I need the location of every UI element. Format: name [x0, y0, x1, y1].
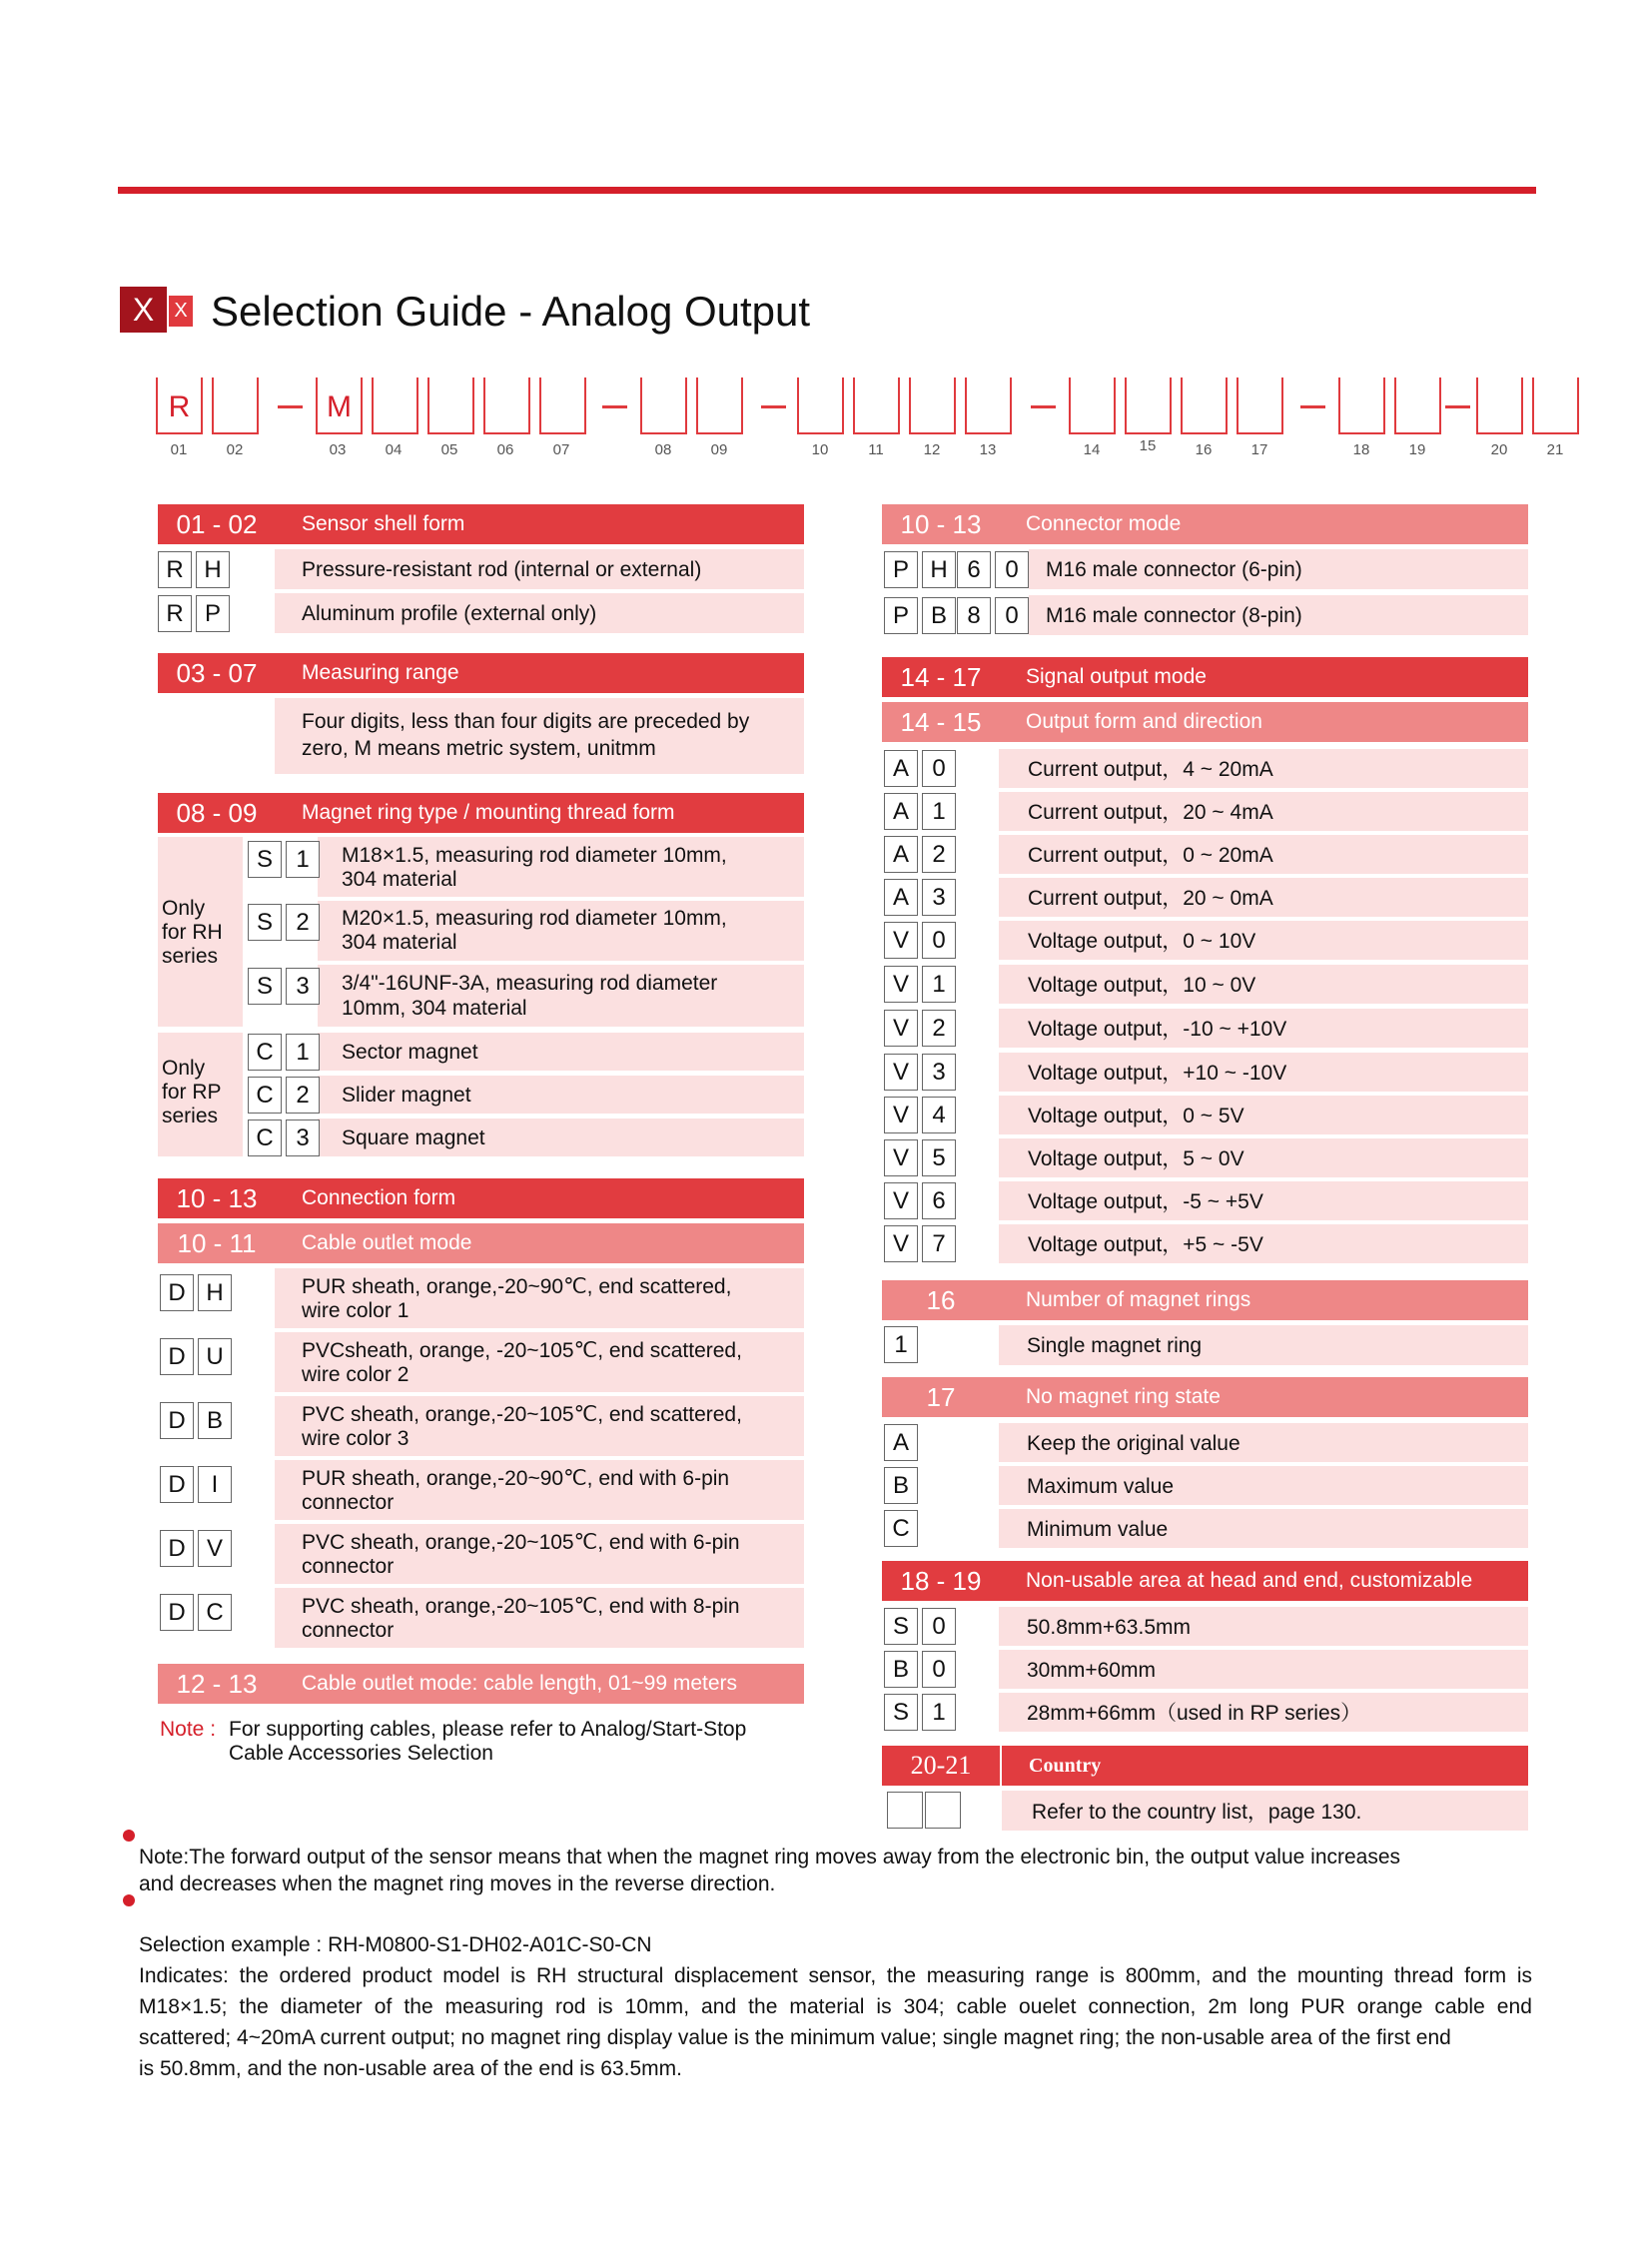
code-char-box: 2 [286, 904, 320, 941]
code-char-box: S [884, 1694, 918, 1731]
code-char-box: V [884, 1010, 918, 1047]
code-char-box: 3 [286, 1120, 320, 1156]
table-row: Square magnet [318, 1119, 804, 1156]
code-box-17 [1237, 377, 1283, 434]
code-char-box: S [248, 904, 282, 941]
code-char-box: 1 [922, 1694, 956, 1731]
table-row: PVC sheath, orange,-20~105℃, end with 8-pin connector [275, 1588, 804, 1648]
code-char-box: 1 [286, 1034, 320, 1071]
code-position-label: 12 [923, 441, 941, 458]
table-row: Voltage output，5 ~ 0V [999, 1138, 1528, 1177]
section-header: Sensor shell form [275, 504, 804, 544]
code-char-box: V [884, 1139, 918, 1176]
code-char-box: B [922, 597, 956, 634]
table-row: Voltage output，+5 ~ -5V [999, 1224, 1528, 1263]
code-position-label: 20 [1490, 441, 1508, 458]
rh-series-label: Only for RH series [162, 897, 223, 968]
code-box-07 [539, 377, 586, 434]
code-char-box: S [884, 1608, 918, 1645]
code-dash [278, 405, 303, 408]
bullet-dot [123, 1894, 135, 1906]
code-char-box: 6 [922, 1182, 956, 1219]
table-row: M18×1.5, measuring rod diameter 10mm, 304 material [318, 837, 804, 897]
code-char-box: H [922, 551, 956, 588]
code-box-18 [1338, 377, 1385, 434]
code-char-box: 0 [922, 750, 956, 787]
code-char-box: 7 [922, 1225, 956, 1262]
table-row: 3/4"-16UNF-3A, measuring rod diameter 10mm, 304 material [318, 965, 804, 1027]
code-box-05 [427, 377, 474, 434]
code-char-box: 2 [286, 1077, 320, 1114]
code-box-02 [212, 377, 259, 434]
table-row: Keep the original value [999, 1423, 1528, 1462]
code-box-10 [797, 377, 844, 434]
section-header: Magnet ring type / mounting thread form [275, 793, 804, 833]
code-char-box: B [198, 1402, 232, 1439]
code-box-08 [640, 377, 687, 434]
code-char-box: D [160, 1338, 194, 1375]
code-char-box: H [196, 551, 230, 588]
code-char-box: C [248, 1120, 282, 1156]
code-position-label: 02 [226, 441, 244, 458]
code-char-box: P [884, 597, 918, 634]
table-row: Refer to the country list，page 130. [1002, 1791, 1528, 1831]
table-row: Current output，20 ~ 0mA [999, 878, 1528, 917]
section-number: 10 - 13 [158, 1178, 276, 1218]
section-number: 08 - 09 [158, 793, 276, 833]
code-char-box: D [160, 1274, 194, 1311]
table-row: PVCsheath, orange, -20~105℃, end scattered, wire color 2 [275, 1332, 804, 1392]
code-char-box: C [248, 1034, 282, 1071]
code-char-box: V [884, 1225, 918, 1262]
table-row: Sector magnet [318, 1033, 804, 1071]
section-number: 14 - 17 [882, 657, 1000, 697]
code-char-box: V [884, 1097, 918, 1133]
code-char-box: 0 [922, 1651, 956, 1688]
code-char-box: C [884, 1510, 918, 1547]
code-box-14 [1069, 377, 1116, 434]
section-number: 10 - 13 [882, 504, 1000, 544]
section-number: 14 - 15 [882, 702, 1000, 742]
note-label: Note : [160, 1718, 217, 1741]
code-position-label: 16 [1195, 441, 1213, 458]
table-row: Minimum value [999, 1509, 1528, 1548]
table-row: PUR sheath, orange,-20~90℃, end scattered, wire color 1 [275, 1268, 804, 1328]
page-title: Selection Guide - Analog Output [211, 288, 811, 335]
table-row: Current output，0 ~ 20mA [999, 835, 1528, 874]
code-char-box: 3 [922, 1054, 956, 1091]
code-position-label: 15 [1139, 437, 1157, 454]
table-row: M16 male connector (8-pin) [1029, 595, 1528, 635]
section-number: 16 [882, 1280, 1000, 1320]
code-char-box: 0 [995, 551, 1029, 588]
code-char-box: 5 [922, 1139, 956, 1176]
code-position-label: 07 [552, 441, 570, 458]
table-row: Voltage output，-10 ~ +10V [999, 1009, 1528, 1048]
code-char-box: V [884, 1054, 918, 1091]
section-header: Cable outlet mode [275, 1223, 804, 1263]
code-char-box [925, 1792, 961, 1829]
code-box-15 [1125, 377, 1172, 434]
code-char-box: P [884, 551, 918, 588]
code-box-11 [853, 377, 900, 434]
logo-small-letter: X [169, 296, 193, 327]
table-row: PUR sheath, orange,-20~90℃, end with 6-pin connector [275, 1460, 804, 1520]
code-char-box: D [160, 1466, 194, 1503]
table-row: 50.8mm+63.5mm [999, 1607, 1528, 1646]
code-box-01: R [156, 377, 203, 434]
section-number: 12 - 13 [158, 1664, 276, 1704]
code-position-label: 03 [329, 441, 347, 458]
code-position-label: 05 [440, 441, 458, 458]
code-char-box: 0 [995, 597, 1029, 634]
section-header: Connector mode [999, 504, 1528, 544]
code-box-19 [1394, 377, 1441, 434]
code-position-label: 06 [496, 441, 514, 458]
code-dash [1300, 405, 1325, 408]
cable-note-line: For supporting cables, please refer to Analog/Start-Stop [229, 1718, 747, 1741]
forward-output-note: Note:The forward output of the sensor means that when the magnet ring moves away from the electronic bin, the output value increases and decreases when the magnet ring moves in the reverse direction. [139, 1846, 1401, 1895]
code-char-box: 1 [922, 793, 956, 830]
code-dash [602, 405, 627, 408]
section-header: Output form and direction [999, 702, 1528, 742]
code-box-03: M [316, 377, 363, 434]
cable-note-line: Cable Accessories Selection [229, 1742, 493, 1765]
code-char-box: V [198, 1530, 232, 1567]
section-number: 18 - 19 [882, 1561, 1000, 1601]
code-position-label: 09 [710, 441, 728, 458]
section-header: Connection form [275, 1178, 804, 1218]
section-header: Signal output mode [999, 657, 1528, 697]
code-char-box: B [884, 1651, 918, 1688]
code-char-box: 3 [286, 968, 320, 1005]
code-char-box: R [158, 551, 192, 588]
section-header: Number of magnet rings [999, 1280, 1528, 1320]
code-char-box: A [884, 836, 918, 873]
rp-series-label: Only for RP series [162, 1057, 222, 1127]
table-row: Maximum value [999, 1466, 1528, 1505]
table-row: PVC sheath, orange,-20~105℃, end scattered, wire color 3 [275, 1396, 804, 1456]
code-dash [1445, 405, 1470, 408]
section-header: Measuring range [275, 653, 804, 693]
table-row: 30mm+60mm [999, 1650, 1528, 1689]
code-char-box: 4 [922, 1097, 956, 1133]
code-char-box: 1 [286, 841, 320, 878]
section-number: 17 [882, 1377, 1000, 1417]
code-char-box: S [248, 968, 282, 1005]
table-row: Voltage output，+10 ~ -10V [999, 1053, 1528, 1092]
code-char-box: 8 [957, 597, 991, 634]
code-position-label: 04 [385, 441, 403, 458]
code-char-box: V [884, 966, 918, 1003]
code-char-box: V [884, 922, 918, 959]
code-char-box: 6 [957, 551, 991, 588]
code-char-box: 2 [922, 1010, 956, 1047]
code-char-box: 3 [922, 879, 956, 916]
table-row: Aluminum profile (external only) [275, 593, 804, 633]
code-char-box: 0 [922, 1608, 956, 1645]
code-char-box: V [884, 1182, 918, 1219]
code-position-label: 13 [979, 441, 997, 458]
code-box-06 [483, 377, 530, 434]
code-char-box: R [158, 595, 192, 632]
code-char-box: A [884, 750, 918, 787]
code-box-21 [1532, 377, 1579, 434]
code-box-13 [965, 377, 1012, 434]
section-number: 10 - 11 [158, 1223, 276, 1263]
table-row: Voltage output，0 ~ 10V [999, 921, 1528, 960]
table-row: Single magnet ring [999, 1325, 1528, 1365]
table-row: 28mm+66mm（used in RP series） [999, 1693, 1528, 1732]
code-box-12 [909, 377, 956, 434]
code-char-box: A [884, 879, 918, 916]
code-char-box: U [198, 1338, 232, 1375]
code-position-label: 11 [868, 441, 884, 458]
code-char-box: B [884, 1467, 918, 1504]
code-box-16 [1181, 377, 1228, 434]
section-number: 20-21 [882, 1746, 1000, 1786]
code-char-box: S [248, 841, 282, 878]
code-char-box: D [160, 1530, 194, 1567]
table-row: Voltage output，0 ~ 5V [999, 1096, 1528, 1134]
table-row: Voltage output，10 ~ 0V [999, 965, 1528, 1004]
code-box-04 [372, 377, 418, 434]
logo-big-letter: X [120, 287, 167, 333]
table-row: M20×1.5, measuring rod diameter 10mm, 304 material [318, 901, 804, 961]
code-box-20 [1476, 377, 1523, 434]
code-position-label: 01 [170, 441, 188, 458]
code-char-box: 2 [922, 836, 956, 873]
table-row: PVC sheath, orange,-20~105℃, end with 6-pin connector [275, 1524, 804, 1584]
code-char-box: A [884, 1424, 918, 1461]
code-position-label: 19 [1408, 441, 1426, 458]
table-row: Pressure-resistant rod (internal or external) [275, 549, 804, 589]
code-char-box: D [160, 1594, 194, 1631]
code-position-label: 14 [1083, 441, 1101, 458]
code-dash [761, 405, 786, 408]
table-row: Voltage output，-5 ~ +5V [999, 1181, 1528, 1220]
code-position-label: 08 [654, 441, 672, 458]
bullet-dot [123, 1830, 135, 1842]
code-char-box: 1 [884, 1326, 918, 1363]
section-number: 01 - 02 [158, 504, 276, 544]
code-char-box: H [198, 1274, 232, 1311]
table-row: M16 male connector (6-pin) [1029, 549, 1528, 589]
logo [120, 287, 193, 333]
code-char-box: C [198, 1594, 232, 1631]
code-dash [1031, 405, 1056, 408]
code-char-box: C [248, 1077, 282, 1114]
code-char-box [887, 1792, 923, 1829]
code-position-label: 18 [1352, 441, 1370, 458]
top-rule [118, 187, 1536, 194]
section-header: No magnet ring state [999, 1377, 1528, 1417]
table-row: Slider magnet [318, 1076, 804, 1114]
selection-example: Selection example : RH-M0800-S1-DH02-A01C-S0-CN Indicates: the ordered product model is RH structural displacement sensor, the measuring range is 800mm, and the mounting thread form is M18×1.5; the diameter of the measuring rod is 10mm, and the material is 304; cable ouelet connection, 2m long PUR orange cable end scattered; 4~20mA current output; no magnet ring display value is the minimum value; single magnet ring; the non-usable area of the first end is 50.8mm, and the non-usable area of the end is 63.5mm. [139, 1933, 1532, 2080]
code-position-label: 10 [811, 441, 829, 458]
code-box-09 [696, 377, 743, 434]
section-header: Non-usable area at head and end, customizable [999, 1561, 1528, 1601]
code-char-box: D [160, 1402, 194, 1439]
code-position-label: 17 [1250, 441, 1268, 458]
section-number: 03 - 07 [158, 653, 276, 693]
code-position-label: 21 [1546, 441, 1564, 458]
section-header: Cable outlet mode: cable length, 01~99 meters [275, 1664, 804, 1704]
code-char-box: P [196, 595, 230, 632]
table-row: Four digits, less than four digits are preceded by zero, M means metric system, unitmm [275, 698, 804, 774]
section-header: Country [1002, 1746, 1528, 1786]
code-char-box: A [884, 793, 918, 830]
table-row: Current output，20 ~ 4mA [999, 792, 1528, 831]
table-row: Current output，4 ~ 20mA [999, 749, 1528, 788]
code-char-box: 1 [922, 966, 956, 1003]
code-char-box: 0 [922, 922, 956, 959]
code-char-box: I [198, 1466, 232, 1503]
